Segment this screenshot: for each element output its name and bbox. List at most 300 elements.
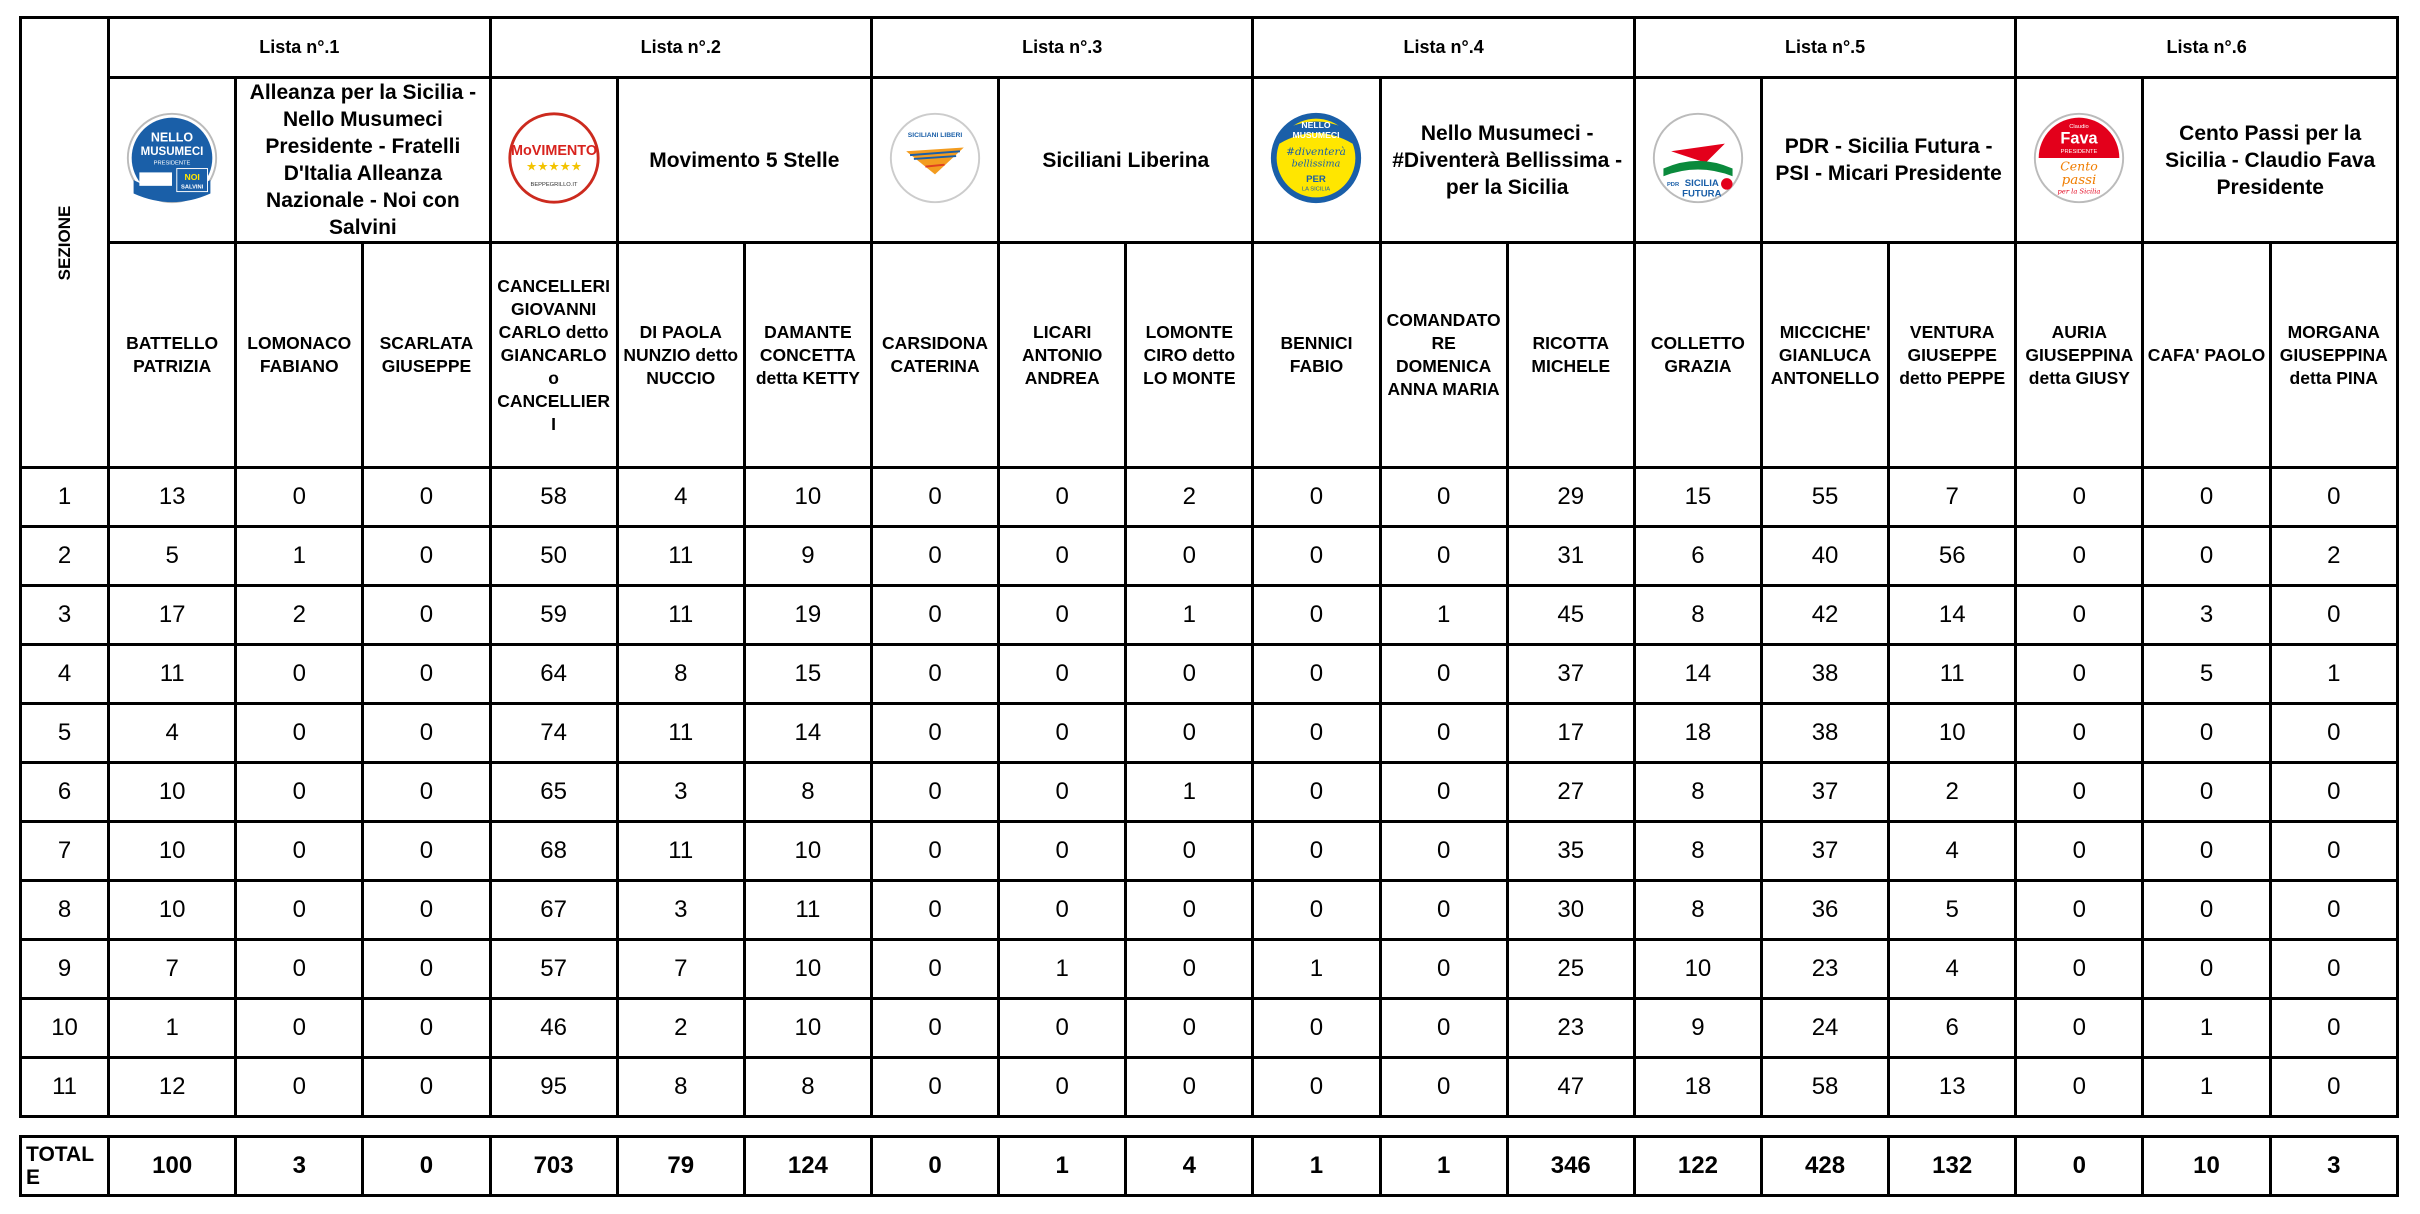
table-row bbox=[21, 763, 2398, 822]
vote-count-cell: 0 bbox=[871, 1058, 998, 1117]
vote-count-cell: 8 bbox=[744, 763, 871, 822]
vote-count-cell: 0 bbox=[1253, 586, 1380, 645]
vote-count-cell: 0 bbox=[999, 527, 1126, 586]
vote-count-cell: 0 bbox=[236, 704, 363, 763]
vote-count-cell: 0 bbox=[1380, 881, 1507, 940]
total-value: 1 bbox=[1380, 1137, 1507, 1196]
cento-passi-fava-logo bbox=[2031, 105, 2127, 211]
vote-count-cell: 0 bbox=[363, 999, 490, 1058]
sezione-number: 6 bbox=[21, 763, 109, 822]
vote-count-cell: 0 bbox=[2016, 1058, 2143, 1117]
vote-count-cell: 0 bbox=[236, 645, 363, 704]
total-value: 0 bbox=[363, 1137, 490, 1196]
total-value: 1 bbox=[1253, 1137, 1380, 1196]
vote-count-cell: 10 bbox=[744, 999, 871, 1058]
candidate-name: DAMANTE CONCETTA detta KETTY bbox=[744, 243, 871, 468]
vote-count-cell: 3 bbox=[2143, 586, 2270, 645]
vote-count-cell: 0 bbox=[2270, 822, 2397, 881]
logo-4-text-d: bellissima bbox=[1292, 158, 1341, 170]
table-row bbox=[21, 822, 2398, 881]
vote-count-cell: 0 bbox=[999, 822, 1126, 881]
logo-1-text-b: MUSUMECI bbox=[140, 145, 204, 158]
vote-count-cell: 0 bbox=[2270, 586, 2397, 645]
logo-3-text-a: SICILIANI LIBERI bbox=[907, 131, 963, 139]
vote-count-cell: 55 bbox=[1761, 468, 1888, 527]
vote-count-cell: 0 bbox=[2016, 645, 2143, 704]
vote-count-cell: 4 bbox=[1889, 940, 2016, 999]
vote-count-cell: 2 bbox=[617, 999, 744, 1058]
vote-count-cell: 0 bbox=[2270, 1058, 2397, 1117]
vote-count-cell: 0 bbox=[236, 881, 363, 940]
candidate-name: MORGANA GIUSEPPINA detta PINA bbox=[2270, 243, 2397, 468]
lista-3-logo-cell bbox=[871, 78, 998, 243]
total-value: 3 bbox=[2270, 1137, 2397, 1196]
total-value: 124 bbox=[744, 1137, 871, 1196]
vote-count-cell: 0 bbox=[871, 468, 998, 527]
table-row bbox=[21, 586, 2398, 645]
vote-count-cell: 0 bbox=[2270, 704, 2397, 763]
vote-count-cell: 57 bbox=[490, 940, 617, 999]
logo-5-text-c: FUTURA bbox=[1682, 187, 1722, 199]
vote-count-cell: 4 bbox=[617, 468, 744, 527]
table-row bbox=[21, 704, 2398, 763]
vote-count-cell: 10 bbox=[744, 468, 871, 527]
table-row bbox=[21, 468, 2398, 527]
vote-count-cell: 1 bbox=[1380, 586, 1507, 645]
sezione-number: 7 bbox=[21, 822, 109, 881]
total-value: 4 bbox=[1126, 1137, 1253, 1196]
vote-count-cell: 0 bbox=[871, 999, 998, 1058]
vote-count-cell: 37 bbox=[1761, 822, 1888, 881]
nello-musumeci-noi-con-salvini-logo bbox=[124, 105, 220, 211]
vote-count-cell: 2 bbox=[2270, 527, 2397, 586]
vote-count-cell: 0 bbox=[2016, 527, 2143, 586]
vote-count-cell: 11 bbox=[617, 527, 744, 586]
total-value: 132 bbox=[1889, 1137, 2016, 1196]
vote-count-cell: 8 bbox=[617, 1058, 744, 1117]
vote-count-cell: 37 bbox=[1507, 645, 1634, 704]
lista-header-row bbox=[21, 18, 2398, 78]
vote-count-cell: 0 bbox=[1126, 704, 1253, 763]
vote-count-cell: 0 bbox=[1253, 645, 1380, 704]
candidate-name: RICOTTA MICHELE bbox=[1507, 243, 1634, 468]
logo-1-text-c: PRESIDENTE bbox=[153, 160, 191, 167]
vote-count-cell: 0 bbox=[871, 822, 998, 881]
vote-count-cell: 7 bbox=[617, 940, 744, 999]
vote-count-cell: 0 bbox=[1126, 527, 1253, 586]
total-value: 0 bbox=[871, 1137, 998, 1196]
vote-count-cell: 25 bbox=[1507, 940, 1634, 999]
lista-5-logo-cell bbox=[1634, 78, 1761, 243]
lista-5-party-name: PDR - Sicilia Futura - PSI - Micari Presidente bbox=[1761, 78, 2015, 243]
logo-6-text-f: per la Sicilia bbox=[2057, 187, 2101, 196]
vote-count-cell: 30 bbox=[1507, 881, 1634, 940]
vote-count-cell: 0 bbox=[871, 586, 998, 645]
vote-count-cell: 0 bbox=[1253, 1058, 1380, 1117]
vote-count-cell: 40 bbox=[1761, 527, 1888, 586]
vote-count-cell: 50 bbox=[490, 527, 617, 586]
vote-count-cell: 1 bbox=[2270, 645, 2397, 704]
vote-count-cell: 36 bbox=[1761, 881, 1888, 940]
lista-6-logo-cell bbox=[2016, 78, 2143, 243]
vote-count-cell: 0 bbox=[236, 763, 363, 822]
total-value: 3 bbox=[236, 1137, 363, 1196]
vote-count-cell: 42 bbox=[1761, 586, 1888, 645]
vote-count-cell: 0 bbox=[1380, 704, 1507, 763]
vote-count-cell: 14 bbox=[1634, 645, 1761, 704]
logo-4-text-b: MUSUMECI bbox=[1292, 129, 1340, 140]
vote-count-cell: 0 bbox=[1253, 999, 1380, 1058]
logo-2-text-b: ★★★★★ bbox=[525, 157, 582, 173]
vote-count-cell: 11 bbox=[617, 586, 744, 645]
vote-count-cell: 0 bbox=[2143, 881, 2270, 940]
vote-count-cell: 0 bbox=[1126, 999, 1253, 1058]
vote-count-cell: 13 bbox=[1889, 1058, 2016, 1117]
vote-count-cell: 0 bbox=[999, 881, 1126, 940]
vote-count-cell: 0 bbox=[1126, 940, 1253, 999]
sezione-number: 9 bbox=[21, 940, 109, 999]
vote-count-cell: 0 bbox=[1380, 468, 1507, 527]
logo-4-text-a: NELLO bbox=[1301, 119, 1332, 130]
vote-count-cell: 0 bbox=[1253, 468, 1380, 527]
vote-count-cell: 23 bbox=[1761, 940, 1888, 999]
logo-4-text-f: LA SICILIA bbox=[1302, 186, 1331, 193]
vote-count-cell: 6 bbox=[1634, 527, 1761, 586]
vote-count-cell: 0 bbox=[2143, 763, 2270, 822]
logo-6-text-c: PRESIDENTE bbox=[2060, 148, 2098, 155]
vote-count-cell: 5 bbox=[109, 527, 236, 586]
vote-count-cell: 0 bbox=[2016, 763, 2143, 822]
vote-count-cell: 0 bbox=[2270, 940, 2397, 999]
vote-count-cell: 0 bbox=[363, 822, 490, 881]
vote-count-cell: 0 bbox=[1126, 1058, 1253, 1117]
vote-count-cell: 95 bbox=[490, 1058, 617, 1117]
table-row bbox=[21, 645, 2398, 704]
vote-count-cell: 3 bbox=[617, 763, 744, 822]
vote-count-cell: 1 bbox=[236, 527, 363, 586]
vote-count-cell: 0 bbox=[1253, 704, 1380, 763]
vote-count-cell: 23 bbox=[1507, 999, 1634, 1058]
vote-count-cell: 10 bbox=[109, 881, 236, 940]
sezione-number: 3 bbox=[21, 586, 109, 645]
vote-count-cell: 0 bbox=[2270, 468, 2397, 527]
candidate-name: DI PAOLA NUNZIO detto NUCCIO bbox=[617, 243, 744, 468]
vote-count-cell: 38 bbox=[1761, 704, 1888, 763]
vote-count-cell: 0 bbox=[363, 763, 490, 822]
total-value: 703 bbox=[490, 1137, 617, 1196]
sezione-number: 1 bbox=[21, 468, 109, 527]
vote-count-cell: 0 bbox=[1253, 763, 1380, 822]
lista-2-party-name: Movimento 5 Stelle bbox=[617, 78, 871, 243]
total-value: 79 bbox=[617, 1137, 744, 1196]
vote-count-cell: 11 bbox=[617, 822, 744, 881]
total-value: 1 bbox=[999, 1137, 1126, 1196]
vote-count-cell: 15 bbox=[1634, 468, 1761, 527]
vote-count-cell: 0 bbox=[236, 822, 363, 881]
vote-count-cell: 0 bbox=[999, 704, 1126, 763]
vote-count-cell: 10 bbox=[1889, 704, 2016, 763]
vote-count-cell: 1 bbox=[1126, 763, 1253, 822]
vote-count-cell: 8 bbox=[744, 1058, 871, 1117]
vote-count-cell: 0 bbox=[363, 645, 490, 704]
vote-count-cell: 3 bbox=[617, 881, 744, 940]
vote-count-cell: 11 bbox=[109, 645, 236, 704]
lista-2-label: Lista n°.2 bbox=[490, 18, 871, 78]
vote-count-cell: 0 bbox=[2016, 586, 2143, 645]
vote-count-cell: 0 bbox=[1380, 527, 1507, 586]
candidate-name: COMANDATO RE DOMENICA ANNA MARIA bbox=[1380, 243, 1507, 468]
vote-count-cell: 0 bbox=[363, 586, 490, 645]
candidate-name: LICARI ANTONIO ANDREA bbox=[999, 243, 1126, 468]
total-value: 10 bbox=[2143, 1137, 2270, 1196]
total-value: 122 bbox=[1634, 1137, 1761, 1196]
vote-count-cell: 15 bbox=[744, 645, 871, 704]
vote-count-cell: 13 bbox=[109, 468, 236, 527]
vote-count-cell: 11 bbox=[1889, 645, 2016, 704]
lista-3-label: Lista n°.3 bbox=[871, 18, 1252, 78]
vote-count-cell: 56 bbox=[1889, 527, 2016, 586]
siciliani-liberi-logo bbox=[887, 105, 983, 211]
vote-count-cell: 0 bbox=[1126, 881, 1253, 940]
logo-6-text-a: Claudio bbox=[2069, 123, 2090, 130]
vote-results-table bbox=[19, 16, 2399, 1197]
vote-count-cell: 0 bbox=[2016, 822, 2143, 881]
logo-2-text-c: BEPPEGRILLO.IT bbox=[530, 181, 578, 188]
vote-count-cell: 47 bbox=[1507, 1058, 1634, 1117]
logo-2-text-a: MoVIMENTO bbox=[510, 142, 597, 159]
vote-count-cell: 10 bbox=[1634, 940, 1761, 999]
vote-count-cell: 59 bbox=[490, 586, 617, 645]
vote-count-cell: 0 bbox=[2143, 704, 2270, 763]
vote-count-cell: 0 bbox=[2270, 881, 2397, 940]
lista-6-label: Lista n°.6 bbox=[2016, 18, 2398, 78]
vote-count-cell: 27 bbox=[1507, 763, 1634, 822]
vote-count-cell: 9 bbox=[744, 527, 871, 586]
vote-count-cell: 0 bbox=[999, 1058, 1126, 1117]
candidate-name: BATTELLO PATRIZIA bbox=[109, 243, 236, 468]
diventera-bellissima-logo bbox=[1268, 105, 1364, 211]
vote-count-cell: 0 bbox=[2143, 822, 2270, 881]
candidate-header-row bbox=[21, 243, 2398, 468]
vote-count-cell: 11 bbox=[617, 704, 744, 763]
lista-1-party-name: Alleanza per la Sicilia - Nello Musumeci Presidente - Fratelli D'Italia Alleanza Nazionale - Noi con Salvini bbox=[236, 78, 490, 243]
vote-count-cell: 0 bbox=[999, 763, 1126, 822]
vote-count-cell: 4 bbox=[109, 704, 236, 763]
candidate-name: CANCELLERI GIOVANNI CARLO detto GIANCARLO o CANCELLIER I bbox=[490, 243, 617, 468]
sezione-number: 2 bbox=[21, 527, 109, 586]
vote-count-cell: 0 bbox=[871, 527, 998, 586]
vote-count-cell: 0 bbox=[2143, 527, 2270, 586]
vote-count-cell: 58 bbox=[490, 468, 617, 527]
sicilia-futura-logo bbox=[1650, 105, 1746, 211]
vote-count-cell: 29 bbox=[1507, 468, 1634, 527]
logo-4-text-c: #diventerà bbox=[1286, 145, 1347, 158]
lista-4-label: Lista n°.4 bbox=[1253, 18, 1634, 78]
vote-count-cell: 1 bbox=[2143, 1058, 2270, 1117]
vote-count-cell: 2 bbox=[1126, 468, 1253, 527]
vote-count-cell: 0 bbox=[1380, 645, 1507, 704]
lista-1-label: Lista n°.1 bbox=[109, 18, 490, 78]
logo-1-text-d: NOI bbox=[184, 171, 200, 182]
vote-count-cell: 64 bbox=[490, 645, 617, 704]
candidate-name: VENTURA GIUSEPPE detto PEPPE bbox=[1889, 243, 2016, 468]
candidate-name: AURIA GIUSEPPINA detta GIUSY bbox=[2016, 243, 2143, 468]
vote-count-cell: 0 bbox=[1380, 822, 1507, 881]
vote-count-cell: 0 bbox=[871, 704, 998, 763]
table-row bbox=[21, 1058, 2398, 1117]
lista-6-party-name: Cento Passi per la Sicilia - Claudio Fava Presidente bbox=[2143, 78, 2398, 243]
lista-2-logo-cell bbox=[490, 78, 617, 243]
sezione-header bbox=[21, 18, 109, 468]
vote-count-cell: 0 bbox=[2016, 999, 2143, 1058]
vote-count-cell: 2 bbox=[1889, 763, 2016, 822]
vote-count-cell: 0 bbox=[236, 999, 363, 1058]
vote-count-cell: 8 bbox=[1634, 881, 1761, 940]
logo-6-text-b: Fava bbox=[2060, 129, 2098, 148]
movimento-5-stelle-logo bbox=[506, 105, 602, 211]
sezione-number: 11 bbox=[21, 1058, 109, 1117]
logo-5-text-b: SICILIA bbox=[1684, 177, 1719, 189]
vote-count-cell: 17 bbox=[109, 586, 236, 645]
vote-count-cell: 0 bbox=[999, 999, 1126, 1058]
candidate-name: SCARLATA GIUSEPPE bbox=[363, 243, 490, 468]
candidate-name: CARSIDONA CATERINA bbox=[871, 243, 998, 468]
vote-count-cell: 9 bbox=[1634, 999, 1761, 1058]
vote-count-cell: 0 bbox=[2016, 940, 2143, 999]
vote-count-cell: 0 bbox=[999, 468, 1126, 527]
vote-count-cell: 8 bbox=[1634, 822, 1761, 881]
candidate-name: BENNICI FABIO bbox=[1253, 243, 1380, 468]
vote-count-cell: 10 bbox=[744, 822, 871, 881]
vote-count-cell: 0 bbox=[236, 468, 363, 527]
logo-4-text-e: PER bbox=[1306, 173, 1327, 185]
sezione-number: 8 bbox=[21, 881, 109, 940]
vote-count-cell: 0 bbox=[1380, 940, 1507, 999]
total-label: TOTALE bbox=[21, 1137, 109, 1196]
vote-count-cell: 11 bbox=[744, 881, 871, 940]
vote-count-cell: 0 bbox=[363, 940, 490, 999]
vote-count-cell: 8 bbox=[1634, 763, 1761, 822]
vote-count-cell: 12 bbox=[109, 1058, 236, 1117]
sezione-number: 5 bbox=[21, 704, 109, 763]
vote-count-cell: 74 bbox=[490, 704, 617, 763]
total-value: 346 bbox=[1507, 1137, 1634, 1196]
vote-count-cell: 5 bbox=[1889, 881, 2016, 940]
vote-count-cell: 0 bbox=[1253, 881, 1380, 940]
lista-3-party-name: Siciliani Liberina bbox=[999, 78, 1253, 243]
vote-count-cell: 24 bbox=[1761, 999, 1888, 1058]
table-row bbox=[21, 881, 2398, 940]
vote-count-cell: 0 bbox=[1380, 999, 1507, 1058]
logo-5-text-a: PDR bbox=[1666, 181, 1680, 188]
vote-count-cell: 0 bbox=[363, 527, 490, 586]
candidate-name: CAFA' PAOLO bbox=[2143, 243, 2270, 468]
vote-count-cell: 0 bbox=[2016, 704, 2143, 763]
vote-count-cell: 0 bbox=[2270, 763, 2397, 822]
vote-count-cell: 8 bbox=[1634, 586, 1761, 645]
candidate-name: COLLETTO GRAZIA bbox=[1634, 243, 1761, 468]
vote-count-cell: 65 bbox=[490, 763, 617, 822]
logo-6-text-d: Cento bbox=[2060, 157, 2099, 173]
vote-count-cell: 0 bbox=[871, 763, 998, 822]
vote-count-cell: 7 bbox=[109, 940, 236, 999]
separator bbox=[21, 1117, 2398, 1137]
vote-count-cell: 10 bbox=[744, 940, 871, 999]
vote-count-cell: 19 bbox=[744, 586, 871, 645]
vote-count-cell: 1 bbox=[999, 940, 1126, 999]
vote-count-cell: 0 bbox=[363, 881, 490, 940]
vote-count-cell: 0 bbox=[871, 881, 998, 940]
vote-count-cell: 0 bbox=[871, 645, 998, 704]
vote-count-cell: 37 bbox=[1761, 763, 1888, 822]
vote-count-cell: 0 bbox=[1380, 1058, 1507, 1117]
vote-count-cell: 58 bbox=[1761, 1058, 1888, 1117]
vote-count-cell: 0 bbox=[363, 468, 490, 527]
vote-count-cell: 0 bbox=[1380, 763, 1507, 822]
vote-count-cell: 35 bbox=[1507, 822, 1634, 881]
vote-count-cell: 10 bbox=[109, 763, 236, 822]
vote-count-cell: 0 bbox=[999, 645, 1126, 704]
vote-count-cell: 1 bbox=[1253, 940, 1380, 999]
vote-count-cell: 4 bbox=[1889, 822, 2016, 881]
vote-count-cell: 0 bbox=[2143, 468, 2270, 527]
vote-count-cell: 0 bbox=[2143, 940, 2270, 999]
total-row bbox=[21, 1137, 2398, 1196]
vote-count-cell: 5 bbox=[2143, 645, 2270, 704]
vote-count-cell: 0 bbox=[999, 586, 1126, 645]
vote-count-cell: 0 bbox=[2270, 999, 2397, 1058]
total-value: 0 bbox=[2016, 1137, 2143, 1196]
vote-count-cell: 0 bbox=[363, 704, 490, 763]
vote-count-cell: 46 bbox=[490, 999, 617, 1058]
vote-count-cell: 18 bbox=[1634, 704, 1761, 763]
lista-4-party-name: Nello Musumeci - #Diventerà Bellissima - per la Sicilia bbox=[1380, 78, 1634, 243]
vote-count-cell: 68 bbox=[490, 822, 617, 881]
vote-count-cell: 45 bbox=[1507, 586, 1634, 645]
vote-count-cell: 1 bbox=[2143, 999, 2270, 1058]
vote-count-cell: 31 bbox=[1507, 527, 1634, 586]
vote-count-cell: 0 bbox=[363, 1058, 490, 1117]
table-row bbox=[21, 940, 2398, 999]
sezione-number: 10 bbox=[21, 999, 109, 1058]
candidate-name: LOMONACO FABIANO bbox=[236, 243, 363, 468]
vote-count-cell: 0 bbox=[871, 940, 998, 999]
candidate-name: MICCICHE' GIANLUCA ANTONELLO bbox=[1761, 243, 1888, 468]
vote-count-cell: 0 bbox=[2016, 468, 2143, 527]
vote-count-cell: 1 bbox=[1126, 586, 1253, 645]
vote-count-cell: 17 bbox=[1507, 704, 1634, 763]
logo-1-text-a: NELLO bbox=[151, 130, 194, 145]
vote-count-cell: 0 bbox=[2016, 881, 2143, 940]
vote-count-cell: 14 bbox=[744, 704, 871, 763]
lista-5-label: Lista n°.5 bbox=[1634, 18, 2015, 78]
vote-count-cell: 67 bbox=[490, 881, 617, 940]
vote-count-cell: 1 bbox=[109, 999, 236, 1058]
vote-count-cell: 18 bbox=[1634, 1058, 1761, 1117]
vote-count-cell: 38 bbox=[1761, 645, 1888, 704]
sezione-label: SEZIONE bbox=[54, 205, 74, 280]
table-row bbox=[21, 527, 2398, 586]
candidate-name: LOMONTE CIRO detto LO MONTE bbox=[1126, 243, 1253, 468]
total-value: 428 bbox=[1761, 1137, 1888, 1196]
vote-count-cell: 0 bbox=[1126, 822, 1253, 881]
data-rows bbox=[21, 468, 2398, 1117]
vote-count-cell: 0 bbox=[236, 940, 363, 999]
sezione-number: 4 bbox=[21, 645, 109, 704]
vote-count-cell: 6 bbox=[1889, 999, 2016, 1058]
logo-1-text-e: SALVINI bbox=[181, 184, 204, 191]
separator-row bbox=[21, 1117, 2398, 1137]
